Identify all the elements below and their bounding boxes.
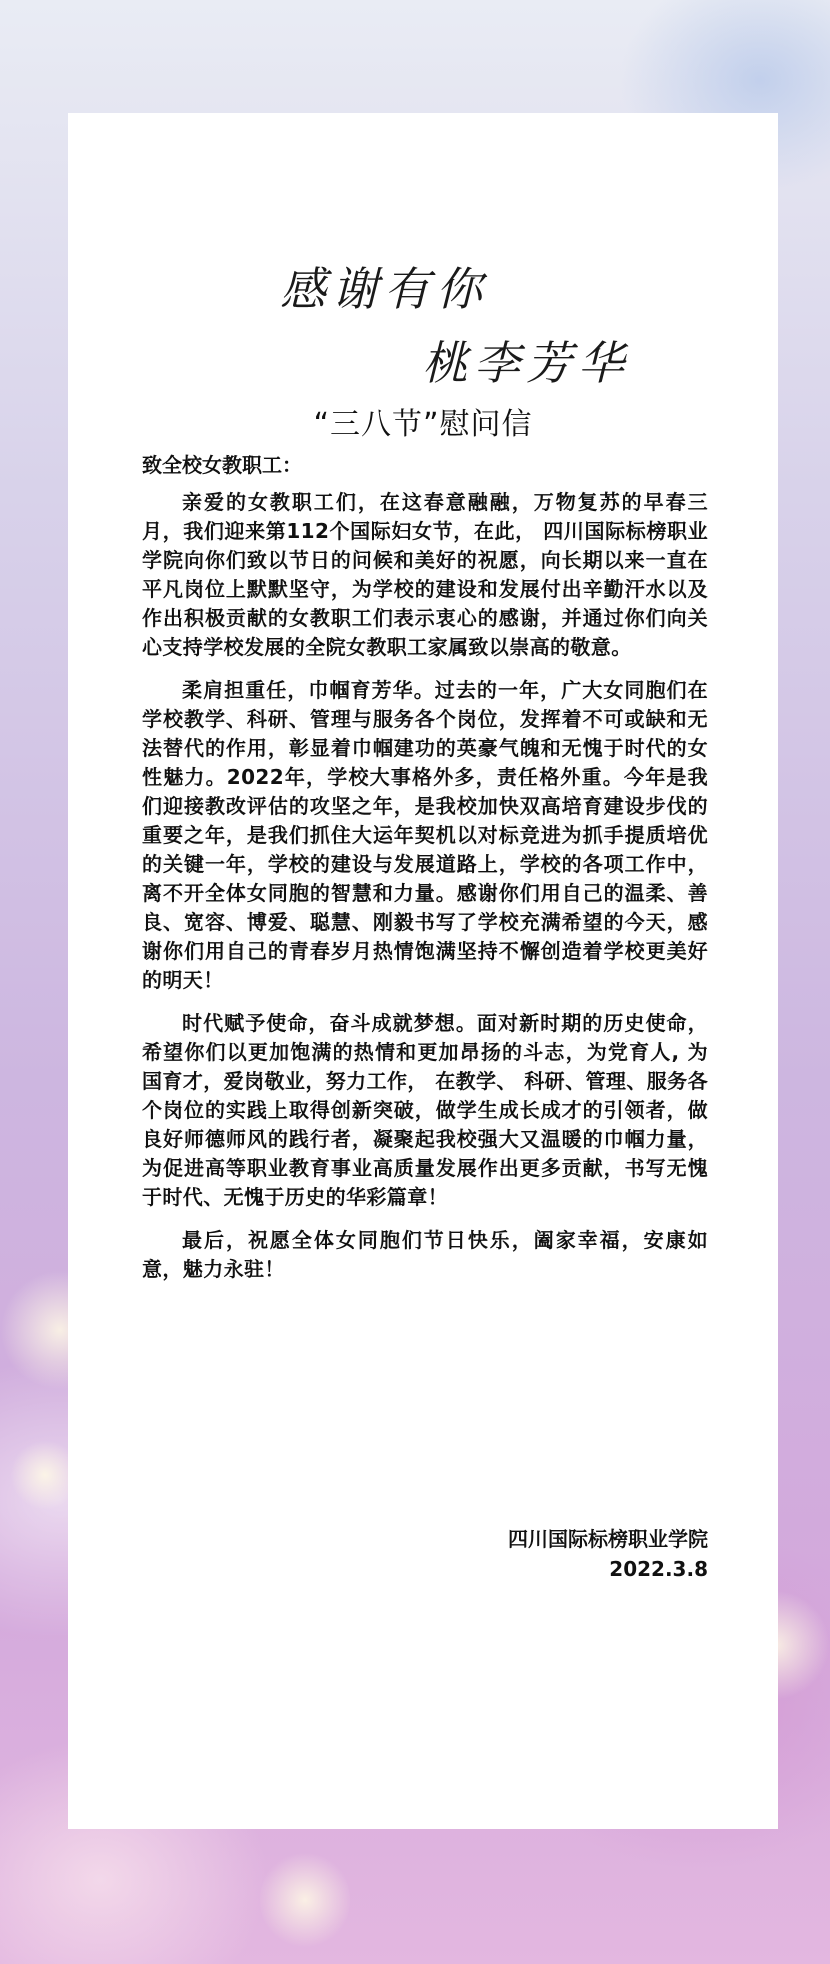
signature-date: 2022.3.8 [609,1557,708,1581]
letter-signature [508,1524,708,1584]
letter-paper [68,113,778,1829]
letter-salutation: 致全校女教职工： [142,453,302,477]
letter-heading: “三八节”慰问信 [313,407,533,442]
letter-paragraph-1: 亲爱的女教职工们，在这春意融融，万物复苏的早春三月，我们迎来第112个国际妇女节，在此， 四川国际标榜职业学院向你们致以节日的问候和美好的祝愿，向长期以来一直在平凡岗位上默默坚守，为学校的建设和发展付出辛勤汗水以及作出积极贡献的女教职工们表示衷心的感谢，并通过你们向关心支持学校发展的全院女教职工家属致以崇高的敬意。 [142,490,708,659]
letter-paragraph-2: 柔肩担重任，巾帼育芳华。过去的一年，广大女同胞们在学校教学、科研、管理与服务各个岗位，发挥着不可或缺和无法替代的作用，彰显着巾帼建功的英豪气魄和无愧于时代的女性魅力。2022年，学校大事格外多，责任格外重。今年是我们迎接教改评估的攻坚之年，是我校加快双高培育建设步伐的重要之年，是我们抓住大运年契机以对标竞进为抓手提质培优的关键一年，学校的建设与发展道路上，学校的各项工作中，离不开全体女同胞的智慧和力量。感谢你们用自己的温柔、善良、宽容、博爱、聪慧、刚毅书写了学校充满希望的今天，感谢你们用自己的青春岁月热情饱满坚持不懈创造着学校更美好的明天！ [142,678,708,992]
calligraphy-title-line-2: 桃李芳华 [422,336,630,390]
signature-organization: 四川国际标榜职业学院 [508,1527,708,1551]
background-bokeh-3 [260,1850,350,1950]
letter-paragraph-3: 时代赋予使命，奋斗成就梦想。面对新时期的历史使命，希望你们以更加饱满的热情和更加昂扬的斗志，为党育人, 为国育才，爱岗敬业，努力工作， 在教学、 科研、管理、服务各个岗位的实践上取得创新突破，做学生成长成才的引领者，做良好师德师风的践行者，凝聚起我校强大又温暖的巾帼力量，为促进高等职业教育事业高质量发展作出更多贡献，书写无愧于时代、无愧于历史的华彩篇章！ [142,1011,708,1209]
letter-paragraph-4: 最后，祝愿全体女同胞们节日快乐，阖家幸福，安康如意，魅力永驻！ [142,1228,708,1281]
calligraphy-title-line-1: 感谢有你 [280,262,488,316]
letter-body [142,488,708,1298]
